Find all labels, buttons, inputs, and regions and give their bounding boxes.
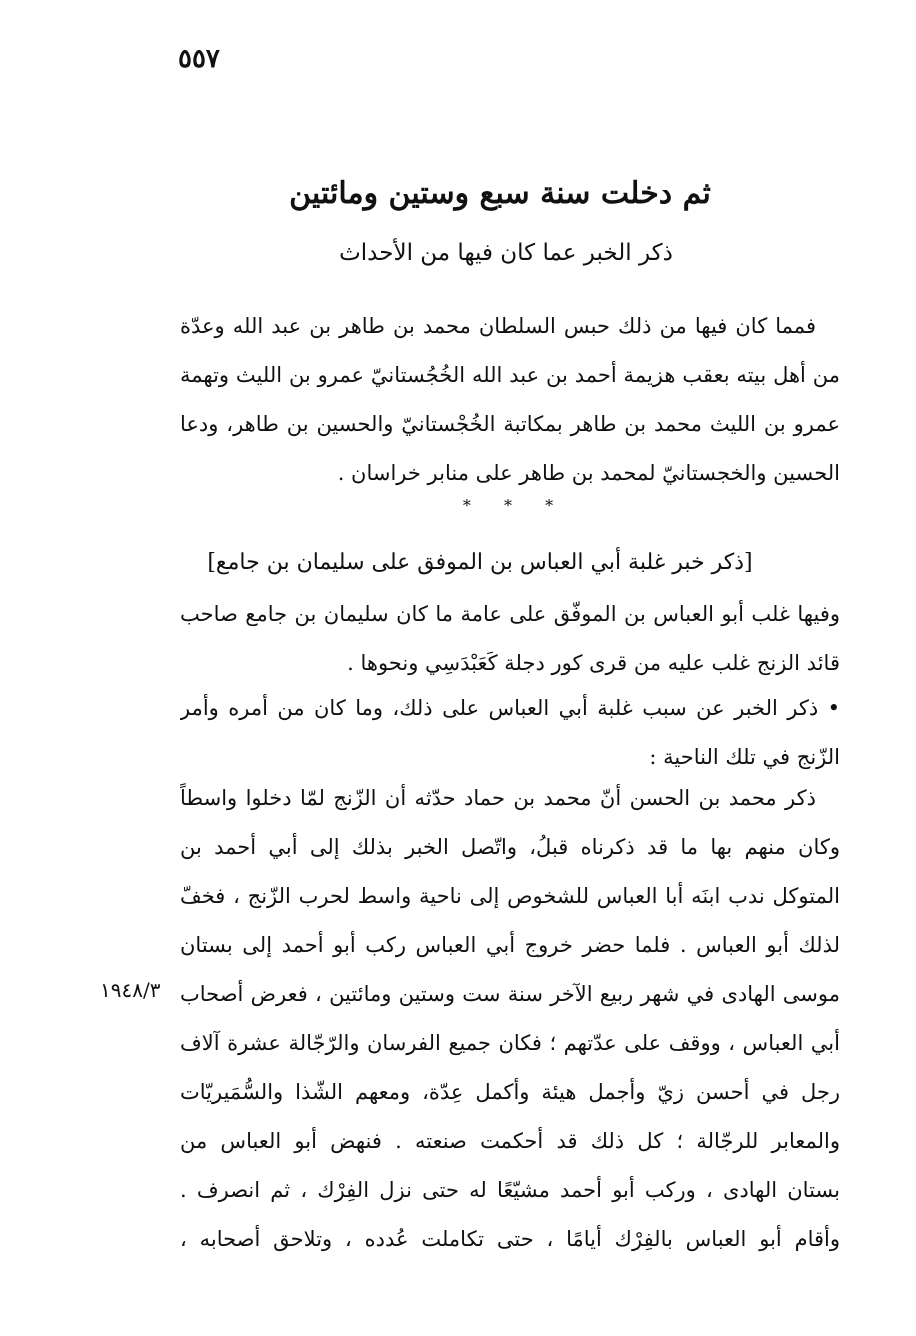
chapter-title: ثم دخلت سنة سبع وستين ومائتين (289, 176, 711, 211)
section-separator: * * * (462, 496, 568, 515)
text-line: موسى الهادى في شهر ربيع الآخر سنة ست وستين ومائتين ، فعرض أصحاب (180, 982, 840, 1006)
text-line: والمعابر للرجّالة ؛ كل ذلك قد أحكمت صنعته . فنهض أبو العباس من (180, 1129, 840, 1153)
margin-reference: ١٩٤٨/٣ (100, 978, 161, 1002)
text-line: فمما كان فيها من ذلك حبس السلطان محمد بن طاهر بن عبد الله وعدّة (180, 314, 816, 338)
text-line: المتوكل ندب ابنَه أبا العباس للشخوص إلى ناحية واسط لحرب الزّنج ، فخفّ (180, 884, 840, 908)
text-line: الزّنج في تلك الناحية : (649, 745, 840, 769)
text-line: الحسين والخجستانيّ لمحمد بن طاهر على منابر خراسان . (337, 461, 840, 485)
paragraph-4 (180, 774, 840, 1264)
paragraph-3 (180, 684, 840, 782)
text-line: وكان منهم بها ما قد ذكرناه قبلُ، واتّصل الخبر بذلك إلى أبي أحمد بن (180, 835, 840, 859)
paragraph-2 (180, 590, 840, 688)
text-line: قائد الزنج غلب عليه من قرى كور دجلة كَعَبْدَسِي ونحوها . (347, 651, 840, 675)
chapter-subtitle: ذكر الخبر عما كان فيها من الأحداث (339, 240, 673, 266)
text-line: ذكر محمد بن الحسن أنّ محمد بن حماد حدّثه أن الزّنج لمّا دخلوا واسطاً (180, 786, 816, 810)
text-line: من أهل بيته بعقب هزيمة أحمد بن عبد الله الخُجُستانيّ عمرو بن الليث وتهمة (180, 363, 840, 387)
section-heading: [ذكر خبر غلبة أبي العباس بن الموفق على سليمان بن جامع] (207, 550, 753, 575)
text-line: رجل في أحسن زيّ وأجمل هيئة وأكمل عِدّة، ومعهم الشّذا والسُّمَيريّات (180, 1080, 840, 1104)
text-line: وفيها غلب أبو العباس بن الموفّق على عامة ما كان سليمان بن جامع صاحب (180, 602, 840, 626)
text-line: • ذكر الخبر عن سبب غلبة أبي العباس على ذلك، وما كان من أمره وأمر (180, 696, 840, 720)
text-line: أبي العباس ، ووقف على عدّتهم ؛ فكان جميع الفرسان والرّجّالة عشرة آلاف (180, 1031, 840, 1055)
text-line: وأقام أبو العباس بالفِرْك أيامًا ، حتى تكاملت عُدده ، وتلاحق أصحابه ، (180, 1227, 840, 1251)
page-number: ٥٥٧ (178, 44, 220, 74)
text-line: بستان الهادى ، وركب أبو أحمد مشيّعًا له حتى نزل الفِرْك ، ثم انصرف . (180, 1178, 840, 1202)
text-line: عمرو بن الليث محمد بن طاهر بمكاتبة الخُجْستانيّ والحسين بن طاهر، ودعا (180, 412, 840, 436)
paragraph-1 (180, 302, 840, 498)
text-line: لذلك أبو العباس . فلما حضر خروج أبي العباس ركب أبو أحمد إلى بستان (180, 933, 840, 957)
